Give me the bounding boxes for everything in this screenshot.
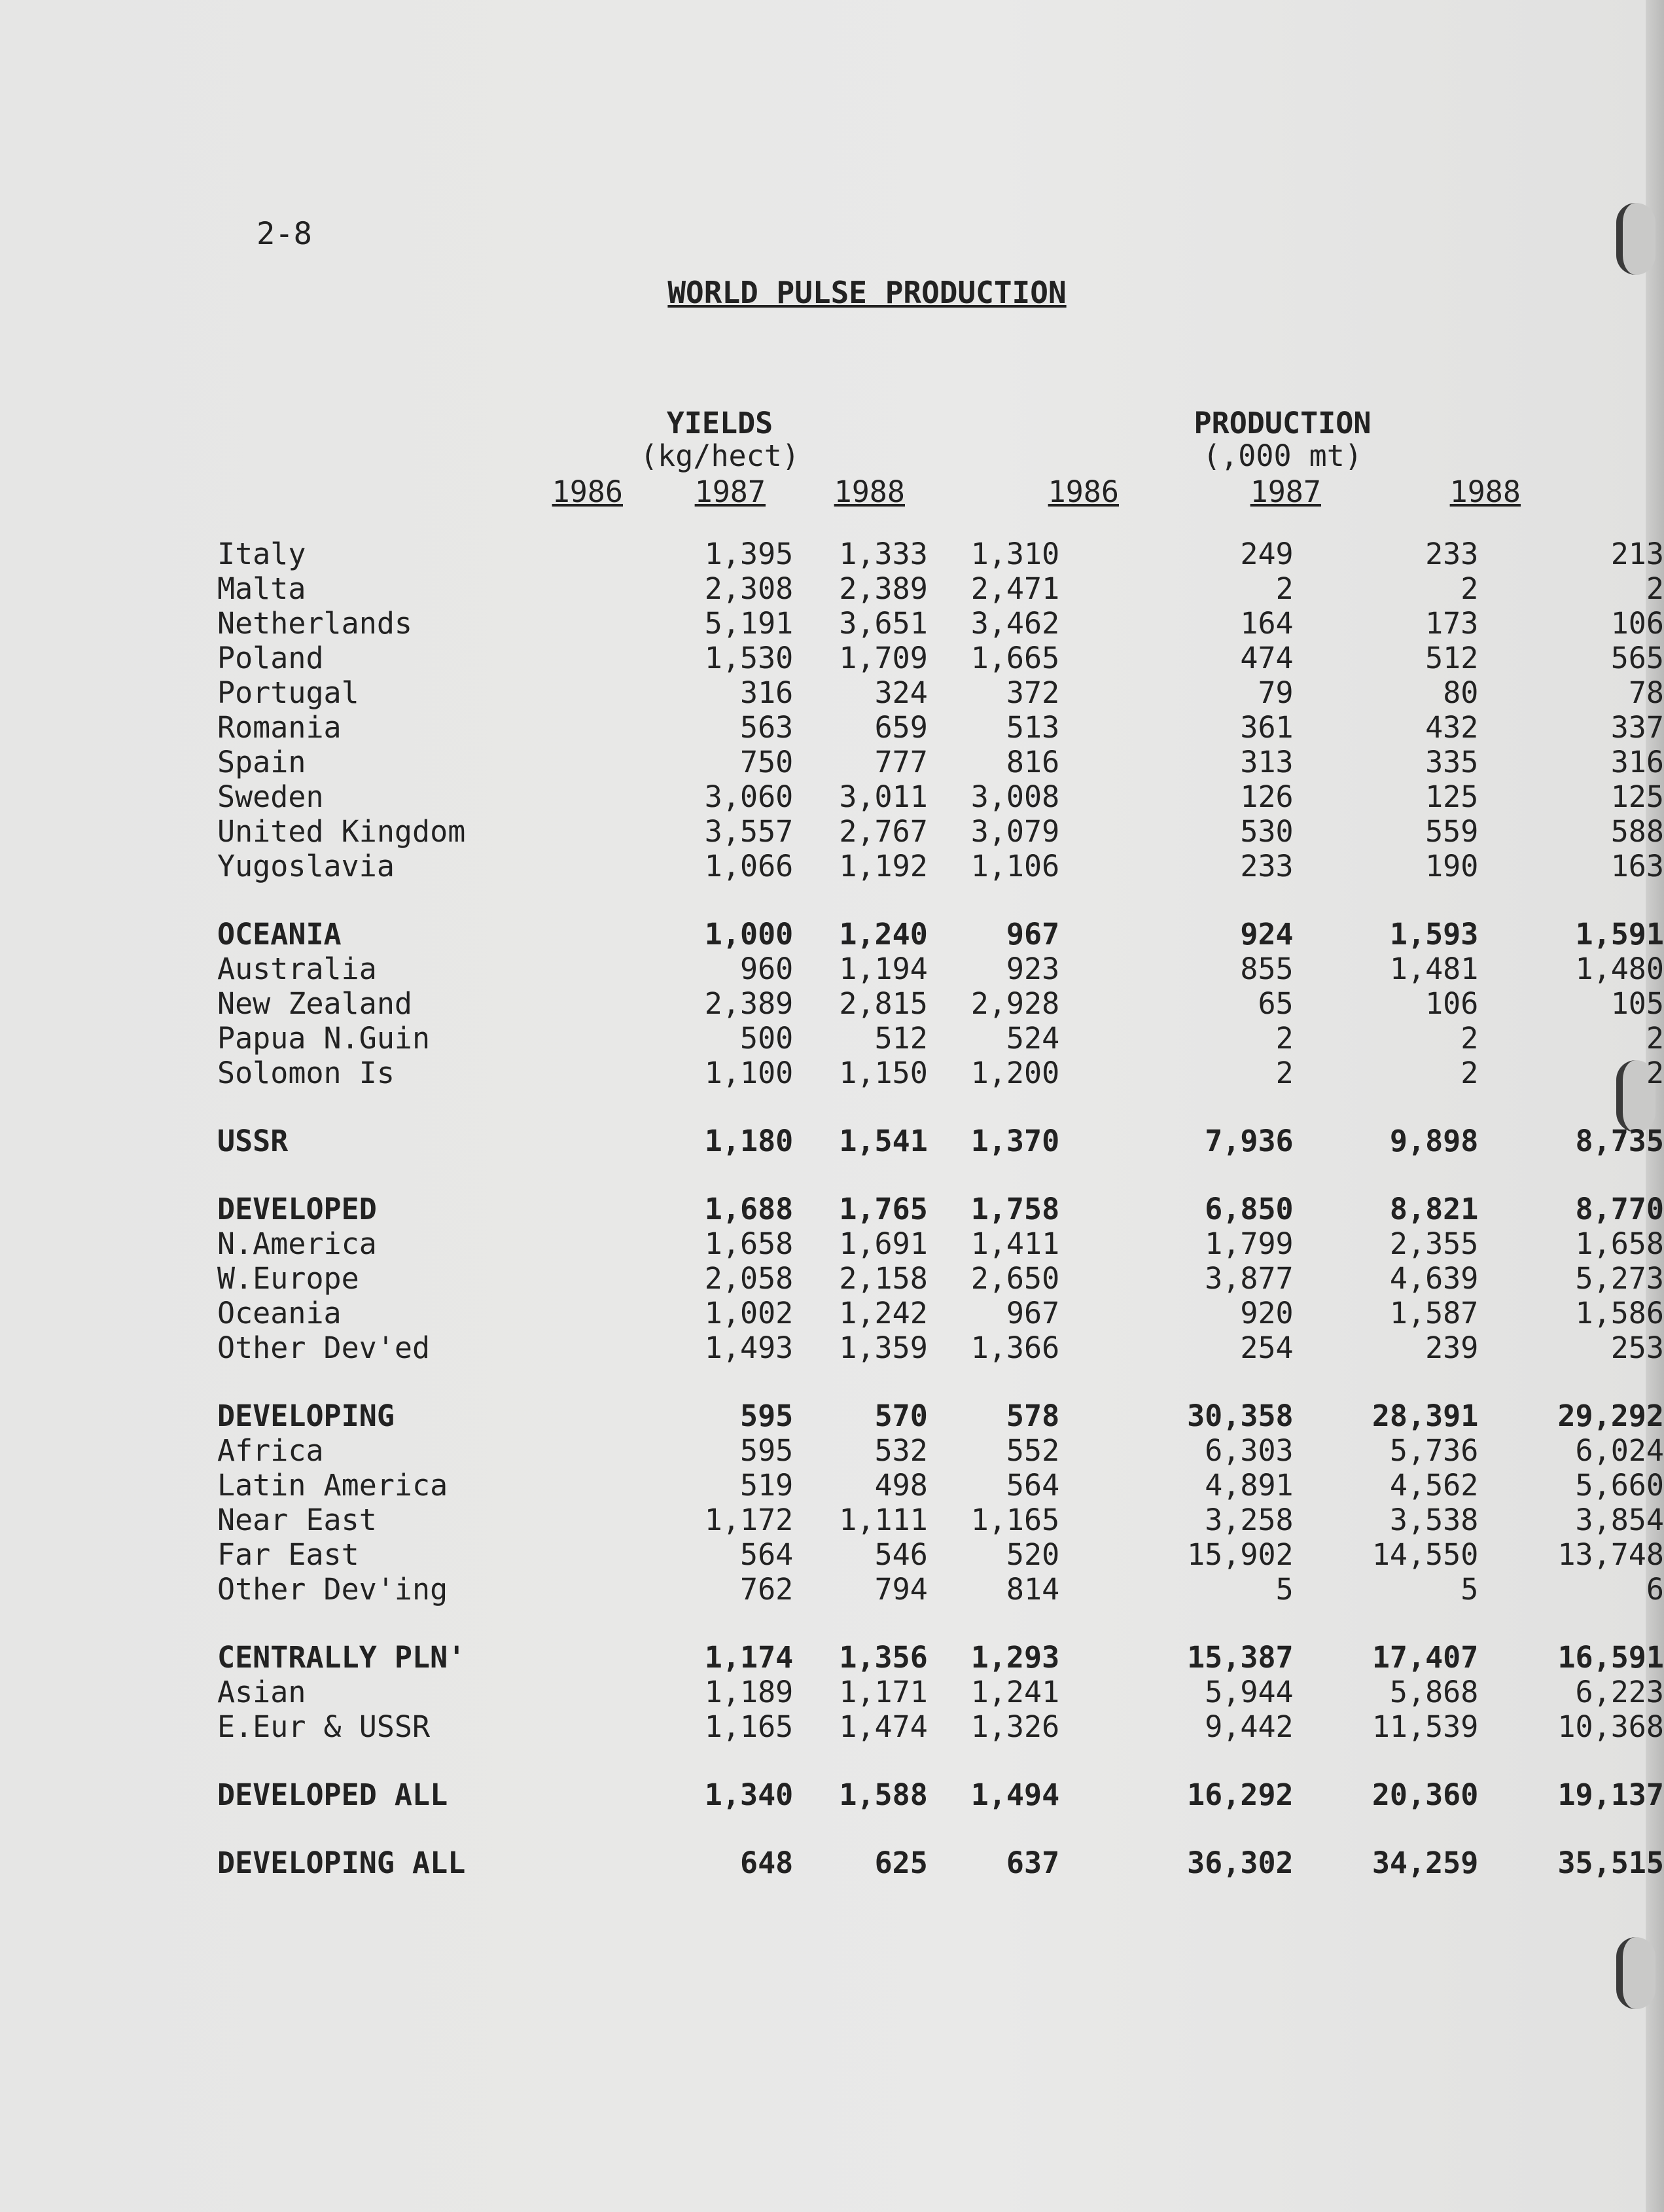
yield-1986-cell: 648 [739, 1846, 794, 1880]
yield-1988-cell: 3,079 [970, 814, 1060, 849]
production-1986-cell: 126 [1240, 779, 1294, 814]
yield-1987-cell: 2,815 [839, 986, 928, 1021]
yield-1986-cell: 2,058 [704, 1261, 794, 1296]
year-header-yield-1987: 1987 [694, 474, 766, 509]
yield-1988-cell: 524 [1006, 1021, 1060, 1056]
yields-label: YIELDS [666, 406, 773, 440]
production-1987-cell: 1,587 [1389, 1296, 1479, 1330]
production-1986-cell: 4,891 [1205, 1468, 1294, 1503]
yield-1987-cell: 512 [874, 1021, 928, 1056]
production-1986-cell: 15,902 [1187, 1537, 1294, 1572]
production-1987-cell: 5,868 [1389, 1675, 1479, 1709]
table-row [217, 1468, 1664, 1503]
yield-1988-cell: 513 [1006, 710, 1060, 745]
table-row [217, 1192, 1664, 1226]
table-row [217, 1021, 1664, 1056]
production-1986-cell: 924 [1240, 917, 1294, 952]
row-label: Romania [217, 710, 342, 745]
yield-1987-cell: 625 [874, 1846, 928, 1880]
yield-1988-cell: 1,366 [970, 1330, 1060, 1365]
yield-1987-cell: 324 [874, 675, 928, 710]
production-1988-cell: 5,660 [1575, 1468, 1664, 1503]
production-1988-cell: 2 [1646, 1056, 1664, 1090]
production-1987-cell: 80 [1443, 675, 1479, 710]
yield-1988-cell: 1,370 [970, 1124, 1060, 1158]
row-label: Asian [217, 1675, 306, 1709]
production-1988-cell: 2 [1646, 1021, 1664, 1056]
table-row [217, 1399, 1664, 1433]
production-1987-cell: 4,639 [1389, 1261, 1479, 1296]
yield-1987-cell: 2,158 [839, 1261, 928, 1296]
page-title: WORLD PULSE PRODUCTION [667, 275, 1067, 310]
yield-1988-cell: 1,665 [970, 641, 1060, 675]
table-row [217, 710, 1664, 745]
production-1988-cell: 8,770 [1575, 1192, 1664, 1226]
table-row [217, 1777, 1664, 1812]
yield-1987-cell: 3,651 [839, 606, 928, 641]
production-1987-cell: 559 [1425, 814, 1479, 849]
row-label: Papua N.Guin [217, 1021, 431, 1056]
production-1986-cell: 30,358 [1187, 1399, 1294, 1433]
table-row [217, 1296, 1664, 1330]
production-1988-cell: 2 [1646, 571, 1664, 606]
year-header-yield-1988: 1988 [834, 474, 905, 509]
production-label: PRODUCTION [1194, 406, 1372, 440]
row-label: E.Eur & USSR [217, 1709, 431, 1744]
production-1986-cell: 2 [1275, 1056, 1294, 1090]
production-1988-cell: 78 [1628, 675, 1664, 710]
yield-1988-cell: 923 [1006, 952, 1060, 986]
spacer-row [217, 883, 1664, 917]
production-1987-cell: 14,550 [1372, 1537, 1479, 1572]
yield-1986-cell: 1,395 [704, 537, 794, 571]
year-header-prod-1988: 1988 [1449, 474, 1521, 509]
yield-1986-cell: 519 [739, 1468, 794, 1503]
yield-1988-cell: 967 [1006, 1296, 1060, 1330]
yield-1987-cell: 546 [874, 1537, 928, 1572]
yield-1988-cell: 1,310 [970, 537, 1060, 571]
table-row [217, 1226, 1664, 1261]
yield-1986-cell: 1,530 [704, 641, 794, 675]
yield-1988-cell: 1,293 [970, 1640, 1060, 1675]
production-1987-cell: 17,407 [1372, 1640, 1479, 1675]
yield-1986-cell: 762 [739, 1572, 794, 1607]
table-row [217, 986, 1664, 1021]
production-1986-cell: 5,944 [1205, 1675, 1294, 1709]
row-label: United Kingdom [217, 814, 466, 849]
row-label: DEVELOPING ALL [217, 1846, 466, 1880]
yield-1987-cell: 1,171 [839, 1675, 928, 1709]
table-row [217, 849, 1664, 883]
spacer-row [217, 1607, 1664, 1640]
production-1988-cell: 213 [1610, 537, 1664, 571]
yield-1986-cell: 595 [739, 1399, 794, 1433]
yield-1987-cell: 2,767 [839, 814, 928, 849]
yield-1987-cell: 1,709 [839, 641, 928, 675]
table-row [217, 952, 1664, 986]
table-row [217, 1572, 1664, 1607]
production-1987-cell: 512 [1425, 641, 1479, 675]
production-1987-cell: 2,355 [1389, 1226, 1479, 1261]
yield-1986-cell: 564 [739, 1537, 794, 1572]
year-header-prod-1987: 1987 [1250, 474, 1321, 509]
yield-1987-cell: 2,389 [839, 571, 928, 606]
spacer-row [217, 1812, 1664, 1846]
yield-1988-cell: 1,241 [970, 1675, 1060, 1709]
table-row [217, 1503, 1664, 1537]
production-1988-cell: 253 [1610, 1330, 1664, 1365]
yield-1986-cell: 1,066 [704, 849, 794, 883]
row-label: USSR [217, 1124, 289, 1158]
row-label: Far East [217, 1537, 359, 1572]
production-1988-cell: 8,735 [1575, 1124, 1664, 1158]
production-1988-cell: 5,273 [1575, 1261, 1664, 1296]
yield-1987-cell: 1,242 [839, 1296, 928, 1330]
yield-1986-cell: 1,002 [704, 1296, 794, 1330]
yield-1986-cell: 3,557 [704, 814, 794, 849]
production-1986-cell: 249 [1240, 537, 1294, 571]
production-1986-cell: 1,799 [1205, 1226, 1294, 1261]
row-label: DEVELOPED ALL [217, 1777, 448, 1812]
production-1987-cell: 2 [1460, 1056, 1479, 1090]
page-number: 2-8 [257, 216, 312, 252]
production-1988-cell: 3,854 [1575, 1503, 1664, 1537]
row-label: Other Dev'ed [217, 1330, 431, 1365]
production-1988-cell: 565 [1610, 641, 1664, 675]
production-1988-cell: 19,137 [1557, 1777, 1664, 1812]
production-1987-cell: 20,360 [1372, 1777, 1479, 1812]
row-label: Latin America [217, 1468, 448, 1503]
row-label: Other Dev'ing [217, 1572, 448, 1607]
production-1987-cell: 5,736 [1389, 1433, 1479, 1468]
production-1987-cell: 28,391 [1372, 1399, 1479, 1433]
yield-1988-cell: 967 [1006, 917, 1060, 952]
production-1987-cell: 106 [1425, 986, 1479, 1021]
yield-1987-cell: 1,192 [839, 849, 928, 883]
yield-1986-cell: 1,100 [704, 1056, 794, 1090]
production-1987-cell: 34,259 [1372, 1846, 1479, 1880]
production-1988-cell: 1,586 [1575, 1296, 1664, 1330]
production-1988-cell: 316 [1610, 745, 1664, 779]
production-1987-cell: 5 [1460, 1572, 1479, 1607]
yield-1986-cell: 595 [739, 1433, 794, 1468]
production-1988-cell: 163 [1610, 849, 1664, 883]
production-1987-cell: 432 [1425, 710, 1479, 745]
table-row [217, 1261, 1664, 1296]
production-1986-cell: 164 [1240, 606, 1294, 641]
yield-1986-cell: 316 [739, 675, 794, 710]
production-1987-cell: 9,898 [1389, 1124, 1479, 1158]
table-row [217, 745, 1664, 779]
table-row [217, 606, 1664, 641]
production-1986-cell: 36,302 [1187, 1846, 1294, 1880]
production-unit: (,000 mt) [1203, 438, 1362, 473]
row-label: Near East [217, 1503, 377, 1537]
table-row [217, 1124, 1664, 1158]
row-label: OCEANIA [217, 917, 342, 952]
production-1988-cell: 10,368 [1557, 1709, 1664, 1744]
table-row [217, 814, 1664, 849]
yield-1988-cell: 372 [1006, 675, 1060, 710]
row-label: Africa [217, 1433, 324, 1468]
row-label: Spain [217, 745, 306, 779]
yield-1986-cell: 2,308 [704, 571, 794, 606]
spacer-row [217, 1365, 1664, 1399]
yield-1988-cell: 1,758 [970, 1192, 1060, 1226]
yield-1986-cell: 2,389 [704, 986, 794, 1021]
yield-1986-cell: 563 [739, 710, 794, 745]
yield-1988-cell: 520 [1006, 1537, 1060, 1572]
yield-1988-cell: 564 [1006, 1468, 1060, 1503]
yield-1988-cell: 2,928 [970, 986, 1060, 1021]
row-label: Netherlands [217, 606, 413, 641]
row-label: Italy [217, 537, 306, 571]
yield-1986-cell: 1,340 [704, 1777, 794, 1812]
yield-1987-cell: 1,240 [839, 917, 928, 952]
production-1988-cell: 105 [1610, 986, 1664, 1021]
production-1986-cell: 5 [1275, 1572, 1294, 1607]
yield-1988-cell: 814 [1006, 1572, 1060, 1607]
row-label: Malta [217, 571, 306, 606]
spacer-row [217, 1744, 1664, 1777]
yield-1986-cell: 1,165 [704, 1709, 794, 1744]
yield-1986-cell: 960 [739, 952, 794, 986]
production-1988-cell: 588 [1610, 814, 1664, 849]
table-row [217, 1640, 1664, 1675]
row-label: Poland [217, 641, 324, 675]
production-1988-cell: 125 [1610, 779, 1664, 814]
yield-1987-cell: 1,356 [839, 1640, 928, 1675]
production-1987-cell: 2 [1460, 1021, 1479, 1056]
yield-1988-cell: 552 [1006, 1433, 1060, 1468]
production-1986-cell: 530 [1240, 814, 1294, 849]
yield-1986-cell: 1,000 [704, 917, 794, 952]
yield-1987-cell: 1,150 [839, 1056, 928, 1090]
production-1987-cell: 4,562 [1389, 1468, 1479, 1503]
production-1987-cell: 8,821 [1389, 1192, 1479, 1226]
yield-1988-cell: 3,462 [970, 606, 1060, 641]
yield-1986-cell: 5,191 [704, 606, 794, 641]
production-1988-cell: 337 [1610, 710, 1664, 745]
year-header-yield-1986: 1986 [552, 474, 623, 509]
spacer-row [217, 1158, 1664, 1192]
yield-1987-cell: 3,011 [839, 779, 928, 814]
yield-1987-cell: 1,111 [839, 1503, 928, 1537]
yield-1987-cell: 1,474 [839, 1709, 928, 1744]
production-1986-cell: 6,303 [1205, 1433, 1294, 1468]
yield-1987-cell: 659 [874, 710, 928, 745]
yield-1987-cell: 1,541 [839, 1124, 928, 1158]
table-row [217, 1709, 1664, 1744]
table-row [217, 917, 1664, 952]
production-1987-cell: 1,481 [1389, 952, 1479, 986]
production-1986-cell: 2 [1275, 571, 1294, 606]
yield-1987-cell: 1,588 [839, 1777, 928, 1812]
production-1986-cell: 7,936 [1205, 1124, 1294, 1158]
table-row [217, 1056, 1664, 1090]
binder-hole [1616, 203, 1655, 275]
row-label: Solomon Is [217, 1056, 395, 1090]
production-1986-cell: 2 [1275, 1021, 1294, 1056]
table-row [217, 779, 1664, 814]
production-1987-cell: 190 [1425, 849, 1479, 883]
production-1988-cell: 29,292 [1557, 1399, 1664, 1433]
yield-1988-cell: 1,200 [970, 1056, 1060, 1090]
table-row [217, 675, 1664, 710]
yield-1988-cell: 2,471 [970, 571, 1060, 606]
production-1988-cell: 106 [1610, 606, 1664, 641]
production-1988-cell: 1,658 [1575, 1226, 1664, 1261]
production-1987-cell: 239 [1425, 1330, 1479, 1365]
production-1987-cell: 11,539 [1372, 1709, 1479, 1744]
production-header [1152, 407, 1413, 473]
production-1987-cell: 335 [1425, 745, 1479, 779]
yield-1988-cell: 816 [1006, 745, 1060, 779]
yield-1988-cell: 1,165 [970, 1503, 1060, 1537]
row-label: N.America [217, 1226, 377, 1261]
yield-1988-cell: 1,106 [970, 849, 1060, 883]
row-label: Portugal [217, 675, 359, 710]
production-1987-cell: 173 [1425, 606, 1479, 641]
yield-1986-cell: 500 [739, 1021, 794, 1056]
yield-1987-cell: 532 [874, 1433, 928, 1468]
production-1986-cell: 313 [1240, 745, 1294, 779]
yield-1987-cell: 1,765 [839, 1192, 928, 1226]
pulse-table [217, 537, 1664, 1880]
row-label: New Zealand [217, 986, 413, 1021]
production-1986-cell: 474 [1240, 641, 1294, 675]
production-1986-cell: 254 [1240, 1330, 1294, 1365]
table-row [217, 1675, 1664, 1709]
production-1986-cell: 65 [1258, 986, 1294, 1021]
production-1988-cell: 1,591 [1575, 917, 1664, 952]
yields-unit: (kg/hect) [640, 438, 800, 473]
yield-1988-cell: 578 [1006, 1399, 1060, 1433]
production-1988-cell: 13,748 [1557, 1537, 1664, 1572]
yield-1988-cell: 3,008 [970, 779, 1060, 814]
production-1986-cell: 3,877 [1205, 1261, 1294, 1296]
table-row [217, 1330, 1664, 1365]
production-1987-cell: 2 [1460, 571, 1479, 606]
production-1988-cell: 16,591 [1557, 1640, 1664, 1675]
row-label: DEVELOPED [217, 1192, 377, 1226]
yield-1988-cell: 2,650 [970, 1261, 1060, 1296]
yield-1986-cell: 1,172 [704, 1503, 794, 1537]
production-1987-cell: 233 [1425, 537, 1479, 571]
yield-1986-cell: 3,060 [704, 779, 794, 814]
binder-hole [1616, 1937, 1655, 2009]
production-1987-cell: 3,538 [1389, 1503, 1479, 1537]
production-1986-cell: 361 [1240, 710, 1294, 745]
yield-1987-cell: 794 [874, 1572, 928, 1607]
production-1988-cell: 6,024 [1575, 1433, 1664, 1468]
row-label: Australia [217, 952, 377, 986]
production-1986-cell: 233 [1240, 849, 1294, 883]
production-1988-cell: 6 [1646, 1572, 1664, 1607]
production-1986-cell: 3,258 [1205, 1503, 1294, 1537]
table-row [217, 641, 1664, 675]
production-1986-cell: 855 [1240, 952, 1294, 986]
production-1986-cell: 920 [1240, 1296, 1294, 1330]
table-row [217, 1537, 1664, 1572]
yield-1987-cell: 1,359 [839, 1330, 928, 1365]
yield-1987-cell: 777 [874, 745, 928, 779]
yield-1986-cell: 1,493 [704, 1330, 794, 1365]
yield-1988-cell: 637 [1006, 1846, 1060, 1880]
yield-1988-cell: 1,326 [970, 1709, 1060, 1744]
yields-header [628, 407, 811, 473]
yield-1987-cell: 1,691 [839, 1226, 928, 1261]
yield-1987-cell: 1,333 [839, 537, 928, 571]
yield-1986-cell: 750 [739, 745, 794, 779]
row-label: Sweden [217, 779, 324, 814]
production-1987-cell: 1,593 [1389, 917, 1479, 952]
production-1986-cell: 79 [1258, 675, 1294, 710]
yield-1988-cell: 1,411 [970, 1226, 1060, 1261]
production-1986-cell: 15,387 [1187, 1640, 1294, 1675]
spacer-row [217, 1090, 1664, 1124]
table-row [217, 537, 1664, 571]
table-row [217, 571, 1664, 606]
yield-1986-cell: 1,658 [704, 1226, 794, 1261]
production-1988-cell: 1,480 [1575, 952, 1664, 986]
row-label: Oceania [217, 1296, 342, 1330]
row-label: Yugoslavia [217, 849, 395, 883]
row-label: DEVELOPING [217, 1399, 395, 1433]
yield-1986-cell: 1,688 [704, 1192, 794, 1226]
row-label: W.Europe [217, 1261, 359, 1296]
yield-1987-cell: 1,194 [839, 952, 928, 986]
yield-1987-cell: 570 [874, 1399, 928, 1433]
yield-1986-cell: 1,174 [704, 1640, 794, 1675]
row-label: CENTRALLY PLN' [217, 1640, 466, 1675]
production-1987-cell: 125 [1425, 779, 1479, 814]
yield-1988-cell: 1,494 [970, 1777, 1060, 1812]
production-1986-cell: 16,292 [1187, 1777, 1294, 1812]
production-1988-cell: 6,223 [1575, 1675, 1664, 1709]
yield-1986-cell: 1,180 [704, 1124, 794, 1158]
production-1986-cell: 9,442 [1205, 1709, 1294, 1744]
year-header-prod-1986: 1986 [1048, 474, 1119, 509]
production-1988-cell: 35,515 [1557, 1846, 1664, 1880]
yield-1986-cell: 1,189 [704, 1675, 794, 1709]
table-row [217, 1433, 1664, 1468]
yield-1987-cell: 498 [874, 1468, 928, 1503]
production-1986-cell: 6,850 [1205, 1192, 1294, 1226]
table-row [217, 1846, 1664, 1880]
